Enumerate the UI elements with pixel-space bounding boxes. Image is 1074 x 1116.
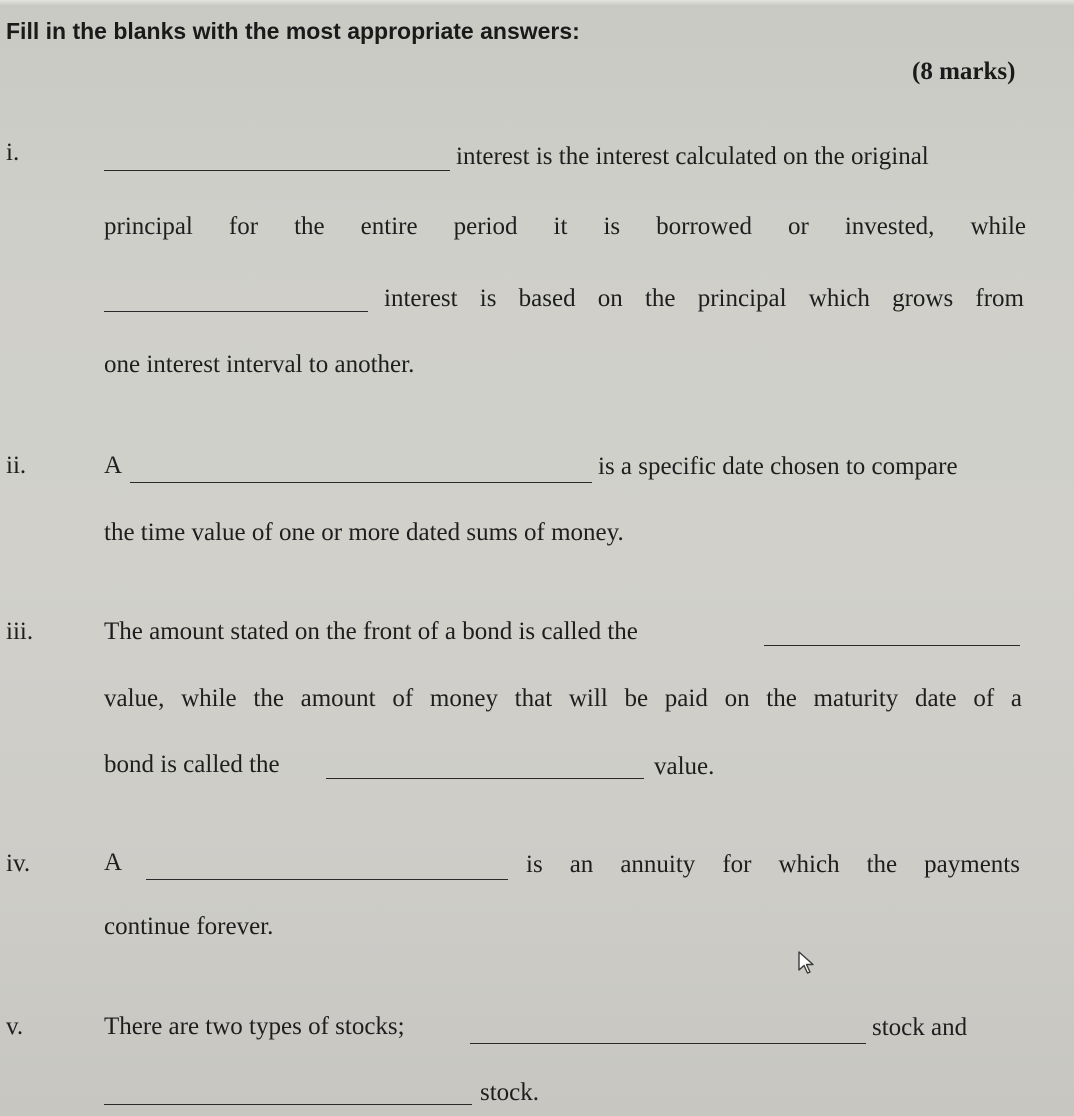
question-ii-text-2: the time value of one or more dated sums of money. — [104, 519, 624, 546]
question-i-text-1: interest is the interest calculated on the original — [456, 143, 929, 170]
question-iii-text-1: The amount stated on the front of a bond is called the — [104, 618, 638, 645]
question-v-text-2: stock and — [872, 1014, 968, 1041]
blank-i-2[interactable] — [104, 311, 368, 312]
question-i-text-3: interest is based on the principal which grows from — [384, 285, 1024, 312]
mouse-cursor-icon — [796, 950, 820, 978]
question-numeral-iv: iv. — [6, 850, 31, 877]
page-top-edge — [0, 0, 1074, 6]
blank-ii[interactable] — [130, 482, 592, 483]
question-i-text-4: one interest interval to another. — [104, 351, 415, 378]
question-iv-text-2: continue forever. — [104, 913, 274, 940]
marks-label: (8 marks) — [912, 58, 1016, 85]
blank-iii-1[interactable] — [764, 645, 1020, 646]
question-iii-text-3: bond is called the — [104, 751, 280, 778]
blank-iii-2[interactable] — [326, 778, 644, 779]
question-iii-text-2: value, while the amount of money that will be paid on the maturity date of a — [104, 685, 1022, 712]
blank-iv[interactable] — [146, 879, 508, 880]
blank-v-2[interactable] — [104, 1104, 472, 1105]
question-iv-text-1: is an annuity for which the payments — [526, 851, 1020, 878]
question-ii-prefix: A — [104, 452, 123, 479]
question-v-text-3: stock. — [480, 1079, 540, 1106]
question-ii-text-1: is a specific date chosen to compare — [598, 453, 958, 480]
question-numeral-ii: ii. — [6, 452, 27, 479]
question-iv-prefix: A — [104, 849, 123, 876]
question-numeral-iii: iii. — [6, 618, 34, 645]
question-v-text-1: There are two types of stocks; — [104, 1013, 405, 1040]
blank-i-1[interactable] — [104, 170, 450, 171]
blank-v-1[interactable] — [470, 1043, 866, 1044]
instruction-heading: Fill in the blanks with the most appropriate answers: — [6, 18, 580, 44]
question-iii-text-4: value. — [654, 753, 715, 780]
question-numeral-v: v. — [6, 1013, 24, 1040]
question-numeral-i: i. — [6, 139, 20, 166]
question-i-text-2: principal for the entire period it is borrowed or invested, while — [104, 213, 1026, 240]
